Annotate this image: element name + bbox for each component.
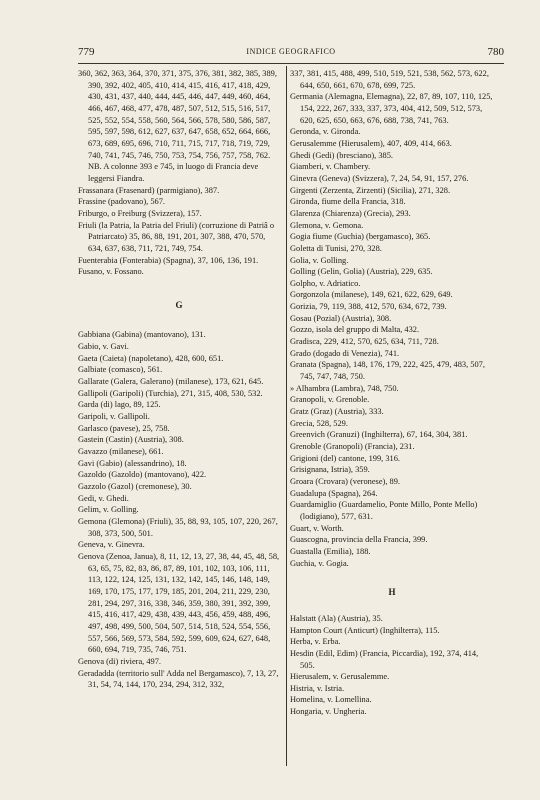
- index-entry: Giamberi, v. Chambery.: [290, 162, 371, 172]
- index-entry: Gorgonzola (milanese), 149, 621, 622, 629, 649.: [290, 290, 453, 300]
- index-entry: Gazoldo (Gazoldo) (mantovano), 422.: [78, 470, 207, 480]
- index-entry: Gastein (Castin) (Austria), 308.: [78, 435, 184, 445]
- right-column: [290, 68, 494, 718]
- index-entry: Goletta di Tunisi, 270, 328.: [290, 243, 382, 253]
- index-entry: Granopoli, v. Grenoble.: [290, 395, 370, 405]
- index-entry: Genova (Zenoa, Janua), 8, 11, 12, 13, 27, 38, 44, 45, 48, 58, 63, 65, 75, 82, 83, 86, 87, 89, 101, 102, 103, 106, 111, 113, 122, 124, 125, 131, 132, 142, 145, 146, 148, 149, 169, 170, 175, 177, 179, 185, 201, 204, 211, 229, 230, 281, 294, 297, 316, 338, 346, 359, 380, 391, 392, 399, 415, 416, 417, 429, 438, 439, 443, 456, 459, 488, 496, 497, 498, 499, 500, 504, 507, 514, 518, 524, 554, 556, 557, 566, 569, 573, 584, 592, 599, 609, 624, 627, 648, 660, 694, 719, 735, 746, 751.: [78, 551, 280, 655]
- index-entry: Garipoli, v. Gallipoli.: [78, 412, 150, 422]
- index-entry: Guardamiglio (Guardamelio, Ponte Millo, Ponte Mello) (lodigiano), 577, 631.: [290, 500, 478, 521]
- section-letter: G: [175, 299, 183, 310]
- index-entry: Grisignana, Istria), 359.: [290, 465, 370, 475]
- index-entry: Grado (dogado di Venezia), 741.: [290, 348, 400, 358]
- index-entry: Greenvich (Granuzi) (Inghilterra), 67, 164, 304, 381.: [290, 430, 468, 440]
- index-entry: Glarenza (Chiarenza) (Grecia), 293.: [290, 208, 411, 218]
- index-entry: Garlasco (pavese), 25, 758.: [78, 423, 170, 433]
- index-entry: Guart, v. Worth.: [290, 523, 344, 533]
- index-entry: Galbiate (comasco), 561.: [78, 365, 163, 375]
- index-entry: Ghedi (Gedi) (bresciano), 385.: [290, 150, 394, 160]
- index-entry: Halstatt (Ala) (Austria), 35.: [290, 613, 383, 623]
- header-rule: [78, 63, 504, 64]
- column-divider: [286, 66, 287, 766]
- index-entry: Hampton Court (Anticurt) (Inghilterra), 115.: [290, 625, 440, 635]
- index-entry: Gosau (Pozial) (Austria), 308.: [290, 313, 392, 323]
- index-entry: Gemona (Glemona) (Friuli), 35, 88, 93, 105, 107, 220, 267, 308, 373, 500, 501.: [78, 516, 278, 538]
- page-header: [78, 46, 504, 62]
- index-entry: Genova (di) riviera, 497.: [78, 656, 162, 666]
- index-entry: Granata (Spagna), 148, 176, 179, 222, 425, 479, 483, 507, 745, 747, 748, 750.: [290, 360, 485, 382]
- index-entry: Grenoble (Granopoli) (Francia), 231.: [290, 442, 415, 451]
- index-entry: Gavazzo (milanese), 661.: [78, 447, 164, 457]
- index-entry: Gabio, v. Gavi.: [78, 342, 129, 352]
- index-entry: Histria, v. Istria.: [290, 683, 345, 693]
- index-entry: Geneva, v. Ginevra.: [78, 540, 145, 550]
- index-entry: Gazzolo (Gazol) (cremonese), 30.: [78, 482, 192, 491]
- index-entry: 337, 381, 415, 488, 499, 510, 519, 521, 538, 562, 573, 622, 644, 650, 661, 670, 678, 699, 725.: [290, 69, 489, 90]
- section-letter: H: [388, 587, 396, 598]
- running-title: INDICE GEOGRAFICO: [246, 47, 336, 56]
- index-entry: Fusano, v. Fossano.: [78, 267, 144, 277]
- left-column: [78, 68, 280, 691]
- index-entry: Hierusalem, v. Gerusalemme.: [290, 672, 390, 682]
- index-entry: Gavi (Gabio) (alessandrino), 18.: [78, 458, 187, 468]
- index-entry: Gallarate (Galera, Galerano) (milanese), 173, 621, 645.: [78, 377, 264, 387]
- index-entry: Hongaria, v. Ungheria.: [290, 707, 367, 717]
- index-entry: Gironda, fiume della Francia, 318.: [290, 197, 406, 207]
- index-entry: Grecia, 528, 529.: [290, 418, 348, 428]
- index-entry: Guastalla (Emilia), 188.: [290, 546, 371, 556]
- index-entry: Gaeta (Caieta) (napoletano), 428, 600, 651.: [78, 353, 224, 363]
- index-entry: Gerusalemme (Hierusalem), 407, 409, 414, 663.: [290, 138, 452, 148]
- index-entry: Gorizia, 79, 119, 388, 412, 570, 634, 672, 739.: [290, 302, 447, 312]
- index-entry: Grigioni (del) cantone, 199, 316.: [290, 453, 401, 463]
- index-entry: Ginevra (Geneva) (Svizzera), 7, 24, 54, 91, 157, 276.: [290, 173, 469, 183]
- index-entry: Frassanara (Frasenard) (parmigiano), 387.: [78, 185, 220, 195]
- page-number-left: 779: [78, 46, 95, 58]
- index-entry: Germania (Alemagna, Elemagna), 22, 87, 89, 107, 110, 125, 154, 222, 267, 333, 337, 373, 404, 412, 509, 512, 573, 620, 625, 650, 663, 676, 688, 738, 741, 763.: [290, 92, 493, 125]
- index-entry: Homelina, v. Lomellina.: [290, 695, 372, 705]
- index-entry: Gratz (Graz) (Austria), 333.: [290, 407, 384, 417]
- index-entry: Girgenti (Zerzenta, Zirzenti) (Sicilia), 271, 328.: [290, 185, 451, 195]
- index-entry: Geronda, v. Gironda.: [290, 127, 361, 137]
- index-entry: Guchia, v. Gogia.: [290, 558, 349, 568]
- index-entry: Gabbiana (Gabina) (mantovano), 131.: [78, 330, 206, 340]
- index-entry: Glemona, v. Gemona.: [290, 220, 364, 230]
- index-entry: Golpho, v. Adriatico.: [290, 278, 361, 288]
- index-entry: Guascogna, provincia della Francia, 399.: [290, 535, 428, 545]
- index-entry: Guadalupa (Spagna), 264.: [290, 488, 378, 498]
- index-entry: Gozzo, isola del gruppo di Malta, 432.: [290, 325, 420, 335]
- index-entry: Hesdin (Edil, Edim) (Francia, Piccardia), 192, 374, 414, 505.: [290, 648, 479, 670]
- index-entry: Frassine (padovano), 567.: [78, 197, 165, 207]
- index-entry: Fuenterabia (Fonterabia) (Spagna), 37, 106, 136, 191.: [78, 255, 259, 265]
- index-entry: Groara (Crovara) (veronese), 89.: [290, 476, 400, 486]
- index-entry: Friuli (la Patria, la Patria del Friuli) (corruzione di Patriâ o Patriarcato) 35, 86, 88, 191, 201, 307, 388, 470, 570, 634, 637, 638, 711, 721, 749, 754.: [78, 220, 275, 253]
- index-entry: Friburgo, o Freiburg (Svizzera), 157.: [78, 208, 202, 218]
- index-entry: 360, 362, 363, 364, 370, 371, 375, 376, 381, 382, 385, 389, 390, 392, 402, 405, 410, 414, 415, 416, 417, 418, 429, 430, 431, 437, 440, 444, 445, 446, 447, 449, 460, 464, 466, 467, 468, 477, 478, 487, 507, 512, 515, 516, 517, 525, 552, 554, 558, 560, 564, 566, 578, 580, 586, 587, 595, 597, 598, 612, 627, 637, 647, 658, 652, 664, 666, 673, 689, 695, 696, 710, 711, 715, 717, 718, 719, 729, 740, 741, 745, 746, 750, 753, 754, 756, 757, 758, 762. NB. A colonne 393 e 745, in luogo di Francia deve leggersi Fiandra.: [78, 69, 277, 183]
- index-entry: Gogia fiume (Guchia) (bergamasco), 365.: [290, 232, 431, 242]
- index-entry: Gedi, v. Ghedi.: [78, 493, 129, 503]
- index-entry: Garda (di) lago, 89, 125.: [78, 400, 161, 410]
- index-entry: Herba, v. Erba.: [290, 637, 341, 647]
- index-entry: Gelim, v. Golling.: [78, 505, 139, 515]
- index-entry: » Alhambra (Lambra), 748, 750.: [290, 383, 399, 393]
- index-entry: Gradisca, 229, 412, 570, 625, 634, 711, 728.: [290, 337, 439, 347]
- index-entry: Geradadda (territorio sull' Adda nel Bergamasco), 7, 13, 27, 31, 54, 74, 144, 170, 234, 294, 312, 332,: [78, 668, 279, 690]
- page-number-right: 780: [487, 46, 504, 58]
- index-entry: Golling (Gelin, Golia) (Austria), 229, 635.: [290, 267, 433, 277]
- index-entry: Golia, v. Golling.: [290, 255, 349, 265]
- index-entry: Gallipoli (Garipoli) (Turchia), 271, 315, 408, 530, 532.: [78, 388, 263, 398]
